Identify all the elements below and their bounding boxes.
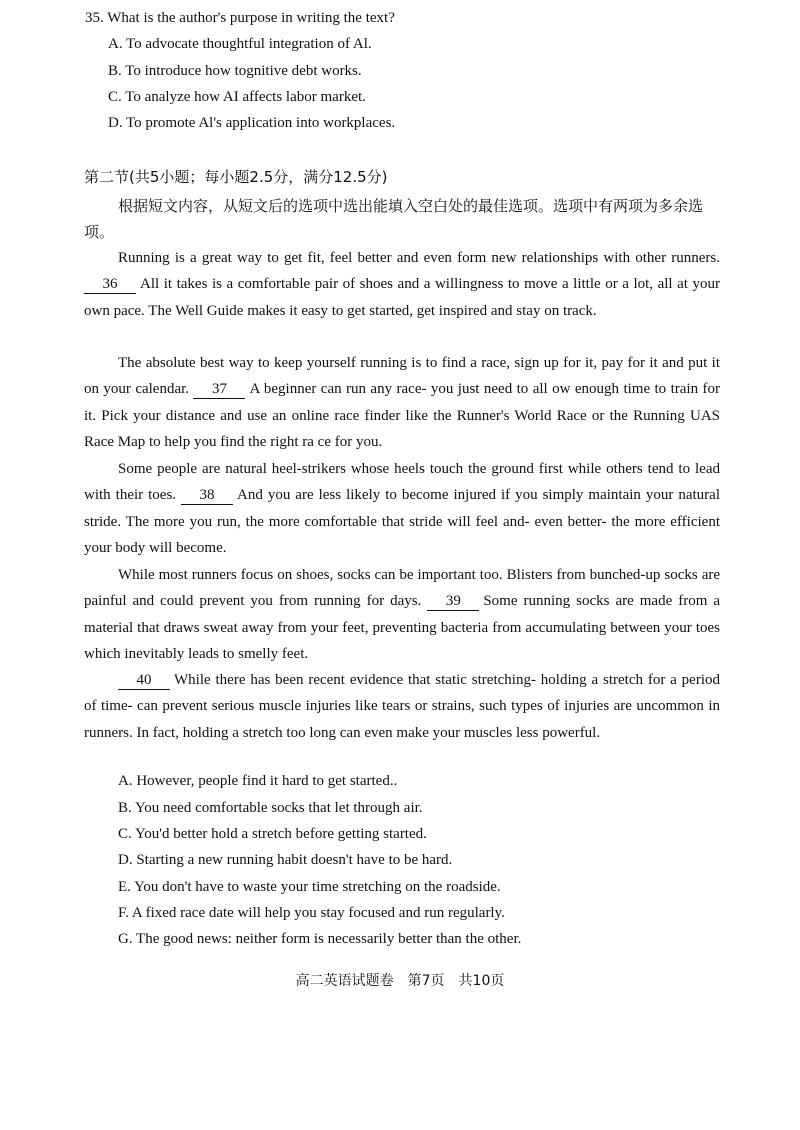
choice-a: A. However, people find it hard to get started..	[118, 773, 398, 789]
paragraph-text: And you are less likely to become injured if you simply maintain your natural stride. The more you run, the more comfortable that stride will feel and- even better- the more efficient your body will become.	[84, 487, 720, 556]
question-35-option-b: B. To introduce how tognitive debt works.	[108, 63, 362, 79]
choice-e: E. You don't have to waste your time stretching on the roadside.	[118, 879, 501, 895]
choice-f: F. A fixed race date will help you stay focused and run regularly.	[118, 905, 505, 921]
paragraph-text: Some running socks are made from a material that draws sweat away from your feet, preventing bacteria from accumulating between your toes which inevitably leads to smelly feet.	[84, 593, 720, 662]
passage-paragraph-2	[84, 350, 720, 455]
blank-40: 40	[118, 671, 170, 690]
passage-paragraph-4	[84, 562, 720, 667]
blank-36: 36	[84, 275, 136, 294]
blank-37: 37	[193, 380, 245, 399]
section-instruction: 根据短文内容，从短文后的选项中选出能填入空白处的最佳选项。选项中有两项为多余选项。	[84, 197, 704, 241]
page-footer: 高二英语试题卷 第7页 共10页	[295, 973, 505, 989]
section-heading: 第二节(共5小题；每小题2.5分，满分12.5分)	[84, 168, 388, 186]
paragraph-text: Running is a great way to get fit, feel better and even form new relationships with other runners.	[118, 250, 720, 266]
choice-g: G. The good news: neither form is necessarily better than the other.	[118, 931, 522, 947]
paragraph-text: The absolute best way to keep yourself running is to find a race, sign up for it, pay for it and put it on your calendar.	[84, 355, 720, 398]
paragraph-text: Some people are natural heel-strikers whose heels touch the ground first while others tend to lead with their toes.	[84, 461, 720, 504]
passage-paragraph-1	[84, 245, 720, 324]
passage-paragraph-5	[84, 667, 720, 746]
paragraph-text: While there has been recent evidence that static stretching- holding a stretch for a period of time- can prevent serious muscle injuries like tears or strains, such types of injuries are uncommon in runners. In fact, holding a stretch too long can even make your muscles less powerful.	[84, 672, 720, 741]
choice-b: B. You need comfortable socks that let through air.	[118, 800, 423, 816]
paragraph-text: A beginner can run any race- you just need to all ow enough time to train for it. Pick your distance and use an online race finder like the Runner's World Race or the Running UAS Race Map to help you find the right ra ce for you.	[84, 381, 720, 450]
blank-38: 38	[181, 486, 233, 505]
question-35-stem: 35. What is the author's purpose in writing the text?	[85, 10, 395, 26]
choice-c: C. You'd better hold a stretch before getting started.	[118, 826, 427, 842]
blank-39: 39	[427, 592, 479, 611]
question-35-option-d: D. To promote Al's application into workplaces.	[108, 115, 396, 131]
question-35-option-a: A. To advocate thoughtful integration of Al.	[108, 36, 372, 52]
question-35-option-c: C. To analyze how AI affects labor market.	[108, 89, 366, 105]
passage-paragraph-3	[84, 456, 720, 561]
choice-d: D. Starting a new running habit doesn't have to be hard.	[118, 852, 453, 868]
paragraph-text: All it takes is a comfortable pair of shoes and a willingness to move a little or a lot, all at your own pace. The Well Guide makes it easy to get started, get inspired and stay on track.	[84, 276, 720, 319]
paragraph-text: While most runners focus on shoes, socks can be important too. Blisters from bunched-up socks are painful and could prevent you from running for days.	[84, 567, 720, 610]
